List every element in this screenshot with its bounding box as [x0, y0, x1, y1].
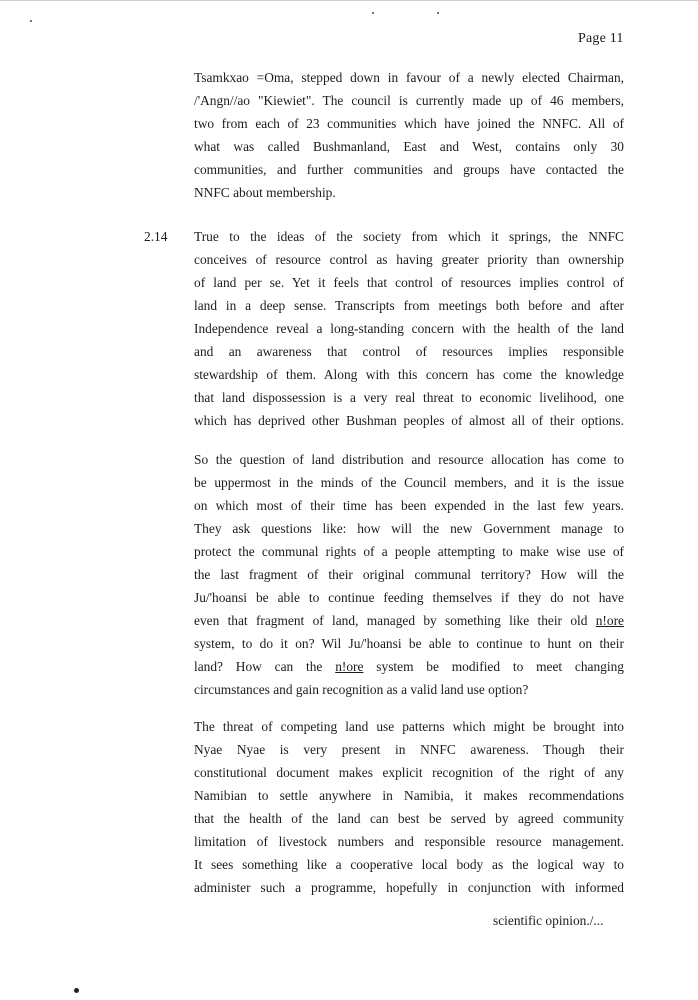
paragraph-land-distribution — [194, 448, 624, 701]
paragraph-number: 2.14 — [144, 229, 168, 244]
text-line: that land dispossession is a very real threat to economic livelihood, one — [194, 390, 624, 405]
text-line: Independence reveal a long-standing concern with the health of the land — [194, 321, 624, 336]
scan-speck — [372, 12, 374, 14]
line-start: land? How can the — [194, 659, 323, 674]
top-edge — [0, 0, 698, 1]
underlined-term: n!ore — [335, 659, 364, 674]
text-line: Tsamkxao =Oma, stepped down in favour of a newly elected Chairman, — [194, 70, 624, 85]
text-line: limitation of livestock numbers and responsible resource management. — [194, 834, 624, 849]
text-line: conceives of resource control as having greater priority than ownership — [194, 252, 624, 267]
text-line: They ask questions like: how will the new Government manage to — [194, 521, 624, 536]
text-line: /'Angn//ao "Kiewiet". The council is currently made up of 46 members, — [194, 93, 624, 108]
page-number: Page 11 — [578, 31, 624, 46]
text-line: on which most of their time has been expended in the last few years. — [194, 498, 624, 513]
text-line: Nyae Nyae is very present in NNFC awareness. Though their — [194, 742, 624, 757]
underlined-term: n!ore — [595, 613, 624, 628]
text-line: which has deprived other Bushman peoples of almost all of their options. — [194, 413, 624, 428]
text-line: True to the ideas of the society from which it springs, the NNFC — [194, 229, 624, 244]
line-end: system be modified to meet changing — [376, 659, 624, 674]
text-line: circumstances and gain recognition as a valid land use option? — [194, 682, 529, 697]
text-line: So the question of land distribution and resource allocation has come to — [194, 452, 624, 467]
text-line: of land per se. Yet it feels that control of resources implies control of — [194, 275, 624, 290]
text-line: system, to do it on? Wil Ju/'hoansi be able to continue to hunt on their — [194, 636, 624, 651]
text-line-with-term — [194, 655, 624, 678]
continuation-note: scientific opinion./... — [493, 913, 604, 928]
scan-speck — [437, 12, 439, 14]
text-line: communities, and further communities and groups have contacted the — [194, 162, 624, 177]
text-line: protect the communal rights of a people attempting to make wise use of — [194, 544, 624, 559]
text-line-with-term — [194, 609, 624, 632]
text-line: that the health of the land can best be served by agreed community — [194, 811, 624, 826]
text-line: land in a deep sense. Transcripts from meetings both before and after — [194, 298, 624, 313]
text-line: Ju/'hoansi be able to continue feeding themselves if they do not have — [194, 590, 624, 605]
paragraph-2-14 — [194, 225, 624, 432]
text-line: and an awareness that control of resources implies responsible — [194, 344, 624, 359]
text-line: what was called Bushmanland, East and West, contains only 30 — [194, 139, 624, 154]
text-line: Namibian to settle anywhere in Namibia, it makes recommendations — [194, 788, 624, 803]
paragraph-competing-land-use — [194, 715, 624, 899]
line-start: even that fragment of land, managed by something like their old — [194, 613, 588, 628]
text-line: be uppermost in the minds of the Council members, and it is the issue — [194, 475, 624, 490]
text-line: two from each of 23 communities which have joined the NNFC. All of — [194, 116, 624, 131]
scan-speck — [30, 20, 32, 22]
text-line: administer such a programme, hopefully in conjunction with informed — [194, 880, 624, 895]
paragraph-continued — [194, 66, 624, 204]
text-line: stewardship of them. Along with this concern has come the knowledge — [194, 367, 624, 382]
text-line: constitutional document makes explicit recognition of the right of any — [194, 765, 624, 780]
scan-dot — [74, 988, 79, 993]
text-line: NNFC about membership. — [194, 185, 336, 200]
text-line: The threat of competing land use patterns which might be brought into — [194, 719, 624, 734]
text-line: It sees something like a cooperative local body as the logical way to — [194, 857, 624, 872]
text-line: the last fragment of their original communal territory? How will the — [194, 567, 624, 582]
